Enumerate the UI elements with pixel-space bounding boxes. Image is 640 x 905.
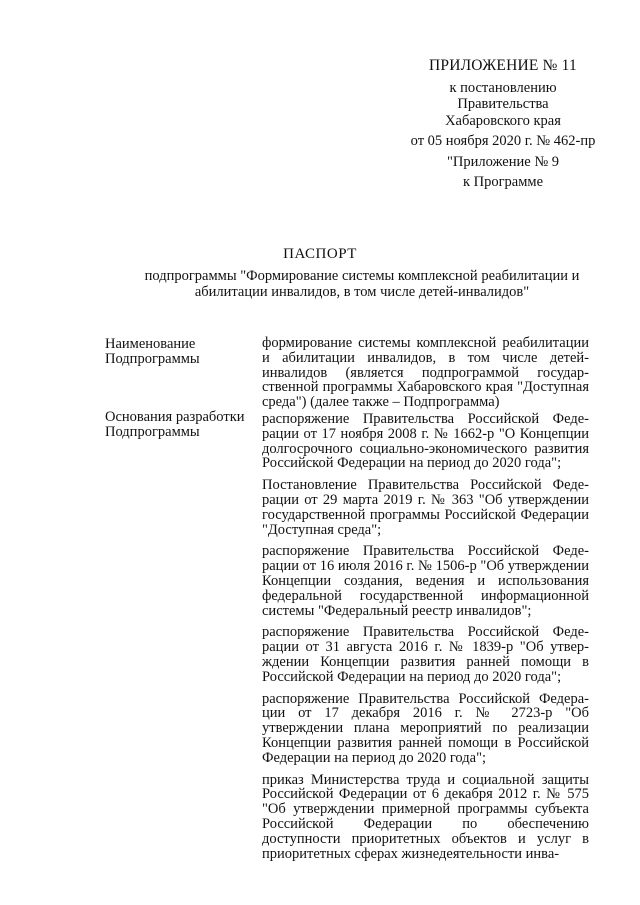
header-line-decree: к постановлению [449, 79, 557, 96]
content-paragraph: Постановление Правительства Российской Федерации от 29 марта 2019 г. № 363 "Об утверждении государственной программы Российской Федерации "Доступная среда"; [262, 477, 589, 538]
row-label-basis: Основания разработки Подпрограммы [105, 409, 245, 440]
header-date-line: от 05 ноября 2020 г. № 462-пр [410, 133, 596, 149]
header-line-region: Хабаровского края [445, 112, 561, 129]
header-to-program: к Программе [462, 174, 544, 190]
header-line-government: Правительства [457, 96, 549, 112]
header-prev-appendix: "Приложение № 9 [446, 153, 560, 170]
content-paragraph: приказ Министерства труда и социальной защиты Российской Федерации от 6 декабря 2012 г. № 575 "Об утверждении примерной программы субъекта Российской Федерации по обеспечению доступности приоритетных объектов и услуг в приоритетных сферах жизнедеятельности инва- [262, 771, 589, 862]
content-paragraph: формирование системы комплексной реабилитации и абилитации инвалидов, в том числе детей-инвалидов (является подпрограммой государственной программы Хабаровского края "Доступная среда") (далее также – Подпрограмма) [262, 335, 589, 411]
content-paragraph: распоряжение Правительства Российской Федерации от 17 ноября 2008 г. № 1662-р "О Концепции долгосрочного социально-экономического развития Российской Федерации на период до 2020 года"; [262, 411, 589, 472]
row-content-basis [262, 412, 589, 868]
appendix-number: ПРИЛОЖЕНИЕ № 11 [428, 57, 577, 74]
row-content-name [262, 336, 589, 417]
document-subtitle: подпрограммы "Формирование системы комплексной реабилитации и абилитации инвалидов, в том числе детей-инвалидов" [144, 268, 580, 300]
content-paragraph: распоряжение Правительства Российской Федерации от 31 августа 2016 г. № 1839-р "Об утверждении Концепции развития ранней помощи в Российской Федерации на период до 2020 года"; [262, 624, 589, 685]
content-paragraph: распоряжение Правительства Российской Федерации от 17 декабря 2016 г. № 2723-р "Об утверждении плана мероприятий по реализации Концепции развития ранней помощи в Российской Федерации на период до 2020 года"; [262, 690, 589, 766]
content-paragraph: распоряжение Правительства Российской Федерации от 16 июля 2016 г. № 1506-р "Об утверждении Концепции создания, ведения и использования федеральной государственной информационной системы "Федеральный реестр инвалидов"; [262, 543, 589, 619]
row-label-name: Наименование Подпрограммы [105, 336, 200, 367]
appendix-header [392, 58, 614, 191]
document-title: ПАСПОРТ [283, 246, 357, 262]
